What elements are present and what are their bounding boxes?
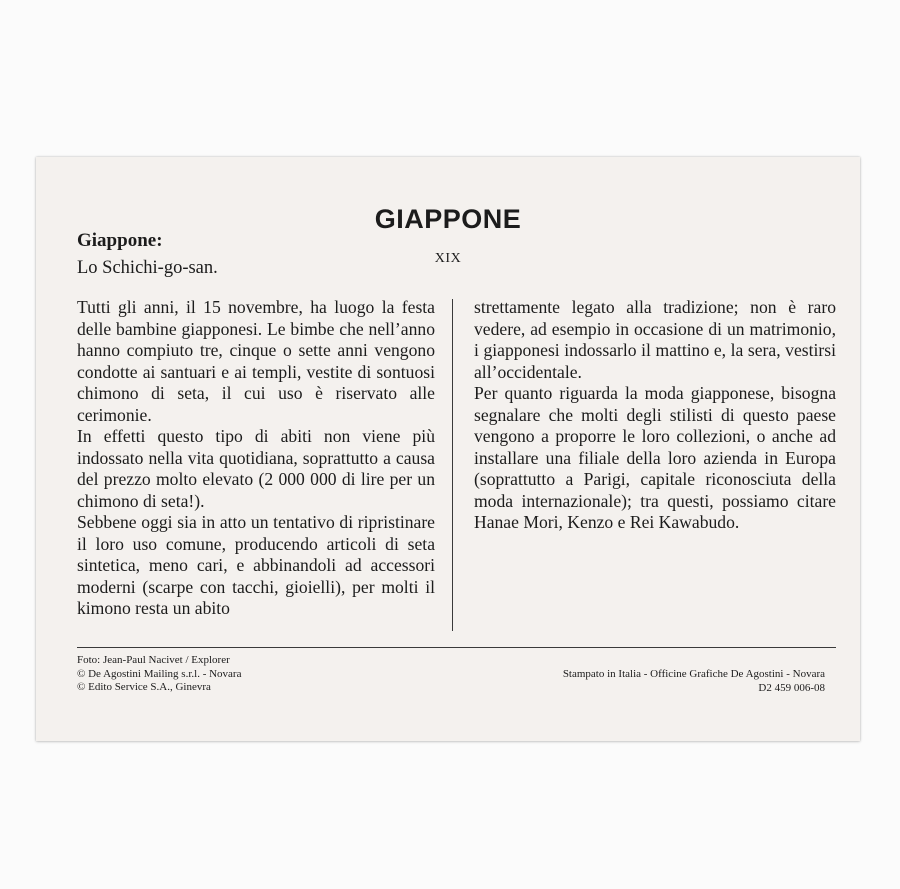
printer-info bbox=[563, 668, 825, 695]
left-text-column bbox=[77, 297, 435, 620]
credit-line: Foto: Jean-Paul Nacivet / Explorer bbox=[77, 654, 230, 666]
photo-credits bbox=[77, 654, 241, 695]
paragraph: strettamente legato alla tradizione; non è raro vedere, ad esempio in occasione di un matrimonio, i giapponesi indossarlo il mattino e, la sera, vestirsi all’occidentale. bbox=[474, 297, 836, 382]
country-label: Giappone: bbox=[77, 230, 163, 251]
product-code: D2 459 006-08 bbox=[758, 681, 825, 694]
postcard-back bbox=[36, 157, 860, 741]
credit-line: © De Agostini Mailing s.r.l. - Novara bbox=[77, 667, 242, 680]
credit-line: © Edito Service S.A., Ginevra bbox=[77, 681, 211, 693]
right-text-column bbox=[474, 297, 836, 534]
card-title: GIAPPONE bbox=[374, 204, 522, 234]
paragraph: Tutti gli anni, il 15 novembre, ha luogo la festa delle bambine giapponesi. Le bimbe che nell’anno hanno compiuto tre, cinque o sette anni vengono condotte ai santuari e ai templi, vestite di sontuosi chimono di seta, il cui uso è riservato alle cerimonie. bbox=[77, 297, 435, 425]
printer-line: Stampato in Italia - Officine Grafiche De Agostini - Novara bbox=[562, 668, 825, 680]
footer-divider bbox=[77, 647, 836, 648]
card-number: XIX bbox=[434, 251, 462, 266]
paragraph: Per quanto riguarda la moda giapponese, bisogna segnalare che molti degli stilisti di questo paese vengono a proporre le loro collezioni, o anche ad installare una filiale della loro azienda in Europa (soprattutto a Parigi, capitale riconosciuta della moda internazionale); tra questi, possiamo citare Hanae Mori, Kenzo e Rei Kawabudo. bbox=[474, 383, 836, 532]
paragraph: In effetti questo tipo di abiti non viene più indossato nella vita quotidiana, soprattutto a causa del prezzo molto elevato (2 000 000 di lire per un chimono di seta!). bbox=[77, 426, 435, 511]
paragraph: Sebbene oggi sia in atto un tentativo di ripristinare il loro uso comune, producendo articoli di seta sintetica, meno cari, e abbinandoli ad accessori moderni (scarpe con tacchi, gioielli), per molti il kimono resta un abito bbox=[77, 512, 435, 618]
column-divider bbox=[452, 299, 453, 631]
subject-heading: Lo Schichi-go-san. bbox=[77, 258, 218, 278]
